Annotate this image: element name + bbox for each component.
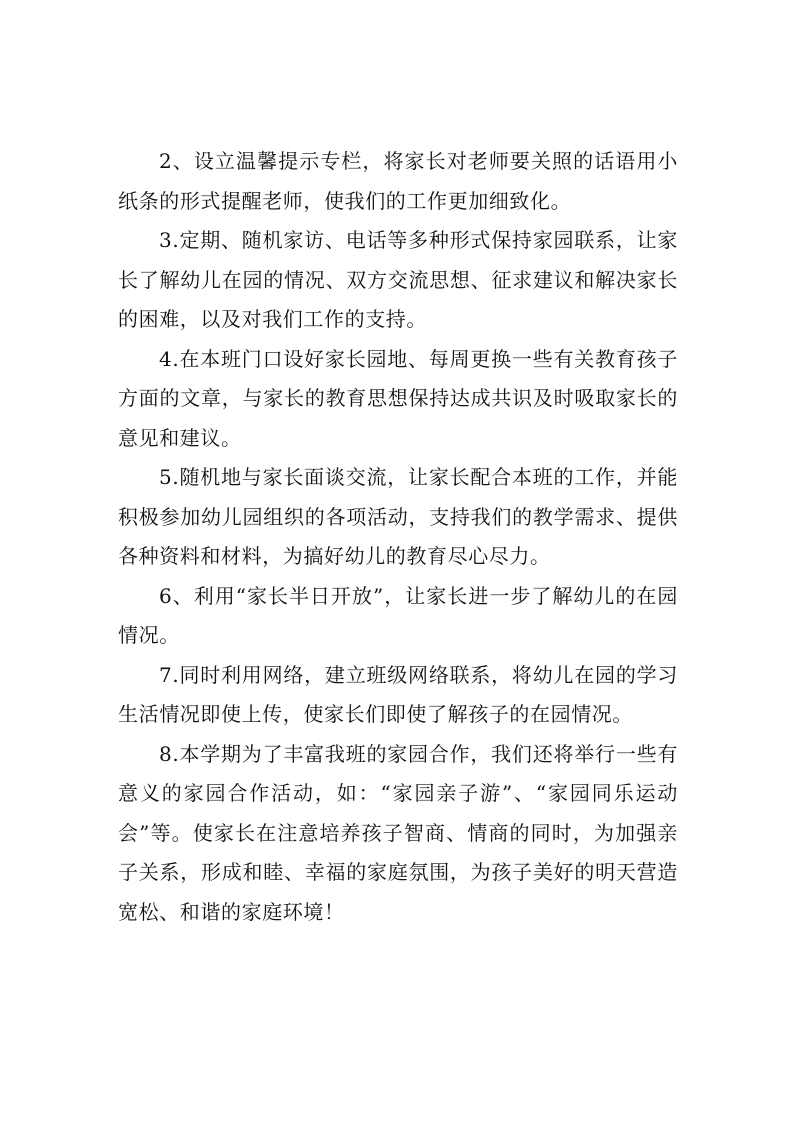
paragraph-3: 3.定期、随机家访、电话等多种形式保持家园联系，让家长了解幼儿在园的情况、双方交流思想、征求建议和解决家长的困难，以及对我们工作的支持。 — [118, 228, 678, 331]
paragraph-4: 4.在本班门口设好家长园地、每周更换一些有关教育孩子方面的文章，与家长的教育思想保持达成共识及时吸取家长的意见和建议。 — [118, 346, 678, 450]
paragraph-2: 2、设立温馨提示专栏，将家长对老师要关照的话语用小纸条的形式提醒老师，使我们的工作更加细致化。 — [118, 149, 678, 213]
document-body — [118, 142, 678, 932]
paragraph-5: 5.随机地与家长面谈交流，让家长配合本班的工作，并能积极参加幼儿园组织的各项活动，支持我们的教学需求、提供各种资料和材料，为搞好幼儿的教育尽心尽力。 — [118, 465, 678, 568]
paragraph-6: 6、利用“家长半日开放”，让家长进一步了解幼儿的在园情况。 — [118, 583, 678, 647]
paragraph-8: 8.本学期为了丰富我班的家园合作，我们还将举行一些有意义的家园合作活动，如：“家园亲子游”、“家园同乐运动会”等。使家长在注意培养孩子智商、情商的同时，为加强亲子关系，形成和睦、幸福的家庭氛围，为孩子美好的明天营造宽松、和谐的家庭环境！ — [118, 741, 678, 924]
paragraph-7: 7.同时利用网络，建立班级网络联系，将幼儿在园的学习生活情况即使上传，使家长们即使了解孩子的在园情况。 — [118, 662, 678, 726]
